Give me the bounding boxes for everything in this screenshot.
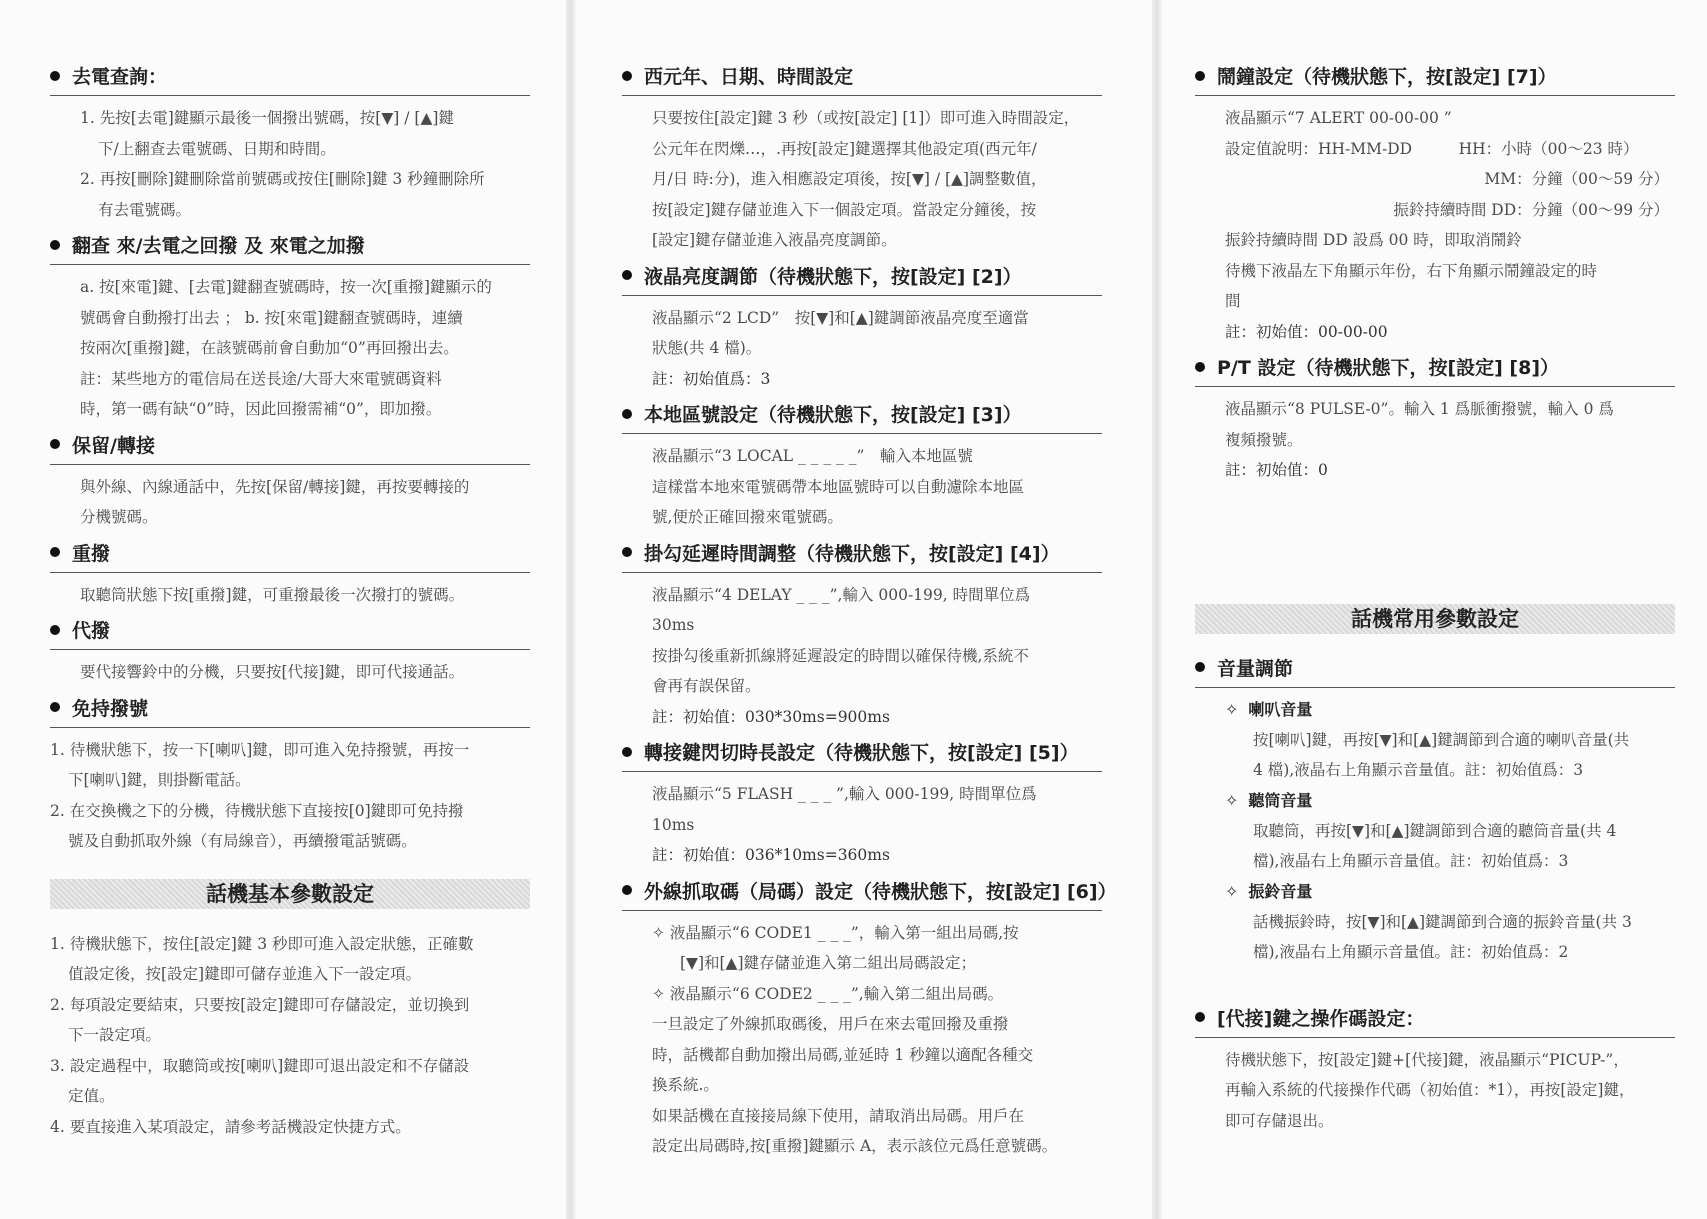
text-line: 月/日 時:分)，進入相應設定項後，按[▼] / [▲]調整數值， [652, 170, 1047, 188]
text-line: 按掛勾後重新抓線將延遲設定的時間以確保待機,系統不 [652, 646, 1029, 665]
note-line: 註：初始值：036*10ms=360ms [652, 846, 890, 864]
diamond-icon: ✧ [1225, 790, 1239, 810]
text-line: 液晶顯示“2 LCD” 按[▼]和[▲]鍵調節液晶亮度至適當 [652, 308, 1029, 327]
section-heading: 免持撥號 [50, 694, 530, 728]
text-line: 下[喇叭]鍵，則掛斷電話。 [68, 771, 251, 789]
text-line: 液晶顯示“3 LOCAL _ _ _ _ _” 輸入本地區號 [652, 447, 973, 465]
section-heading: 保留/轉接 [50, 431, 530, 465]
section-alarm [1195, 62, 1675, 347]
bullet-icon [622, 885, 632, 895]
text-line: 時，第一碼有缺“0”時，因此回撥需補“0”，即加撥。 [80, 400, 442, 418]
column-right [1195, 62, 1675, 1142]
section-callback [50, 231, 530, 425]
text-line: 號,便於正確回撥來電號碼。 [652, 508, 843, 526]
section-body [622, 779, 1102, 871]
text-line: 4. 要直接進入某項設定，請參考話機設定快捷方式。 [50, 1117, 411, 1136]
text-line: 下/上翻查去電號碼、日期和時間。 [98, 139, 336, 158]
section-heading: 外線抓取碼（局碼）設定（待機狀態下，按[設定] [6]） [622, 877, 1102, 911]
subsection-handset-volume: ✧ 聽筒音量 [1225, 790, 1313, 810]
text-line: 30ms [652, 616, 695, 634]
section-outside-line-code [622, 877, 1117, 1162]
text-line: 2. 每項設定要結束，只要按[設定]鍵即可存儲設定，並切換到 [50, 995, 470, 1014]
text-line: 2. 在交換機之下的分機，待機狀態下直接按[0]鍵即可免持撥 [50, 801, 464, 820]
fold-line [566, 0, 576, 1219]
text-line: 只要按住[設定]鍵 3 秒（或按[設定] [1]）即可進入時間設定， [652, 109, 1080, 127]
text-line: 2. 再按[刪除]鍵刪除當前號碼或按住[刪除]鍵 3 秒鐘刪除所 [80, 170, 485, 188]
section-handsfree [50, 694, 530, 857]
bullet-icon [1195, 362, 1205, 372]
column-middle [622, 62, 1117, 1168]
text-line: 號及自動抓取外線（有局線音），再續撥電話號碼。 [68, 832, 417, 850]
text-line: a. 按[來電]鍵、[去電]鍵翻查號碼時，按一次[重撥]鍵顯示的 [80, 278, 492, 296]
section-body [50, 103, 530, 225]
text-line: 3. 設定過程中，取聽筒或按[喇叭]鍵即可退出設定和不存儲設 [50, 1056, 470, 1075]
text-line: 如果話機在直接接局線下使用，請取消出局碼。用戶在 [652, 1106, 1025, 1125]
text-line: 有去電號碼。 [98, 200, 192, 219]
text-line: 液晶顯示“4 DELAY _ _ _”,輸入 000-199, 時間單位爲 [652, 585, 1031, 604]
section-body [50, 580, 530, 611]
diamond-icon: ✧ [1225, 881, 1239, 901]
note-line: 註：初始值爲：3 [652, 369, 771, 388]
bullet-icon [50, 547, 60, 557]
text-line: 按[設定]鍵存儲並進入下一個設定項。當設定分鐘後，按 [652, 200, 1037, 219]
bullet-icon [622, 547, 632, 557]
text-line: 待機狀態下，按[設定]鍵+[代接]鍵，液晶顯示“PICUP-”， [1225, 1050, 1629, 1069]
section-body [1195, 816, 1675, 877]
text-line: 要代接響鈴中的分機，只要按[代接]鍵，即可代接通話。 [80, 663, 465, 681]
text-line: 號碼會自動撥打出去 ； b. 按[來電]鍵翻查號碼時，連續 [80, 308, 463, 327]
bullet-icon [622, 747, 632, 757]
section-pickup-code [1195, 1004, 1675, 1137]
text-line: 振鈴持續時間 DD 設爲 00 時，即取消鬧鈴 [1225, 231, 1522, 249]
text-line: 註：某些地方的電信局在送長途/大哥大來電號碼資料 [80, 369, 442, 388]
text-line: 再輸入系統的代接操作代碼（初始值：*1），再按[設定]鍵， [1225, 1081, 1635, 1099]
text-line: 狀態(共 4 檔)。 [652, 339, 762, 357]
section-body [1195, 394, 1675, 486]
section-body [50, 657, 530, 688]
text-line: 液晶顯示“8 PULSE-0”。輸入 1 爲脈衝撥號，輸入 0 爲 [1225, 400, 1614, 418]
text-line: 即可存儲退出。 [1225, 1111, 1334, 1130]
section-heading: 本地區號設定（待機狀態下，按[設定] [3]） [622, 400, 1102, 434]
section-heading: 翻查 來/去電之回撥 及 來電之加撥 [50, 231, 530, 265]
section-body [622, 303, 1102, 395]
section-body [1195, 725, 1675, 786]
text-line: MM：分鐘（00～59 分） [1484, 170, 1669, 188]
section-heading: 重撥 [50, 539, 530, 573]
section-redial [50, 539, 530, 611]
text-line: 會再有誤保留。 [652, 677, 761, 695]
section-volume [1195, 654, 1675, 968]
text-line: 10ms [652, 815, 695, 834]
text-line: 值設定後，按[設定]鍵即可儲存並進入下一設定項。 [68, 965, 422, 983]
section-heading: 西元年、日期、時間設定 [622, 62, 1102, 96]
section-lcd-brightness [622, 262, 1102, 395]
text-line: 一旦設定了外線抓取碼後，用戶在來去電回撥及重撥 [652, 1015, 1009, 1033]
bullet-icon [1195, 662, 1205, 672]
bullet-icon [1195, 1012, 1205, 1022]
text-line: 這樣當本地來電號碼帶本地區號時可以自動濾除本地區 [652, 477, 1025, 496]
text-line: 檔),液晶右上角顯示音量值。註：初始值爲：3 [1253, 852, 1569, 870]
text-line: 間 [1225, 292, 1241, 310]
section-body [50, 472, 530, 533]
column-left [50, 62, 530, 1142]
section-heading: 掛勾延遲時間調整（待機狀態下，按[設定] [4]） [622, 539, 1102, 573]
text-line: [▼]和[▲]鍵存儲並進入第二組出局碼設定； [680, 954, 977, 972]
text-line: 換系統.。 [652, 1076, 719, 1094]
section-body [622, 580, 1102, 733]
bullet-icon [622, 409, 632, 419]
text-line: 取聽筒，再按[▼]和[▲]鍵調節到合適的聽筒音量(共 4 [1253, 821, 1617, 840]
section-outgoing-query [50, 62, 530, 225]
text-line: 公元年在閃爍…，.再按[設定]鍵選擇其他設定項(西元年/ [652, 139, 1037, 158]
note-line: 註：初始值：0 [1225, 461, 1328, 479]
text-line: ✧ 液晶顯示“6 CODE2 _ _ _”,輸入第二組出局碼。 [652, 984, 1004, 1003]
section-pulse-tone [1195, 353, 1675, 486]
bullet-icon [50, 71, 60, 81]
text-line: ✧ 液晶顯示“6 CODE1 _ _ _”，輸入第一組出局碼,按 [652, 923, 1019, 942]
bullet-icon [50, 702, 60, 712]
text-line: 時，話機都自動加撥出局碼,並延時 1 秒鐘以適配各種交 [652, 1045, 1034, 1064]
text-line: 4 檔),液晶右上角顯示音量值。註：初始值爲：3 [1253, 761, 1584, 779]
section-date-time [622, 62, 1102, 256]
text-line: 1. 待機狀態下，按住[設定]鍵 3 秒即可進入設定狀態，正確數 [50, 934, 474, 953]
spacer [1195, 492, 1675, 582]
section-body [50, 272, 530, 425]
bullet-icon [50, 439, 60, 449]
section-body [50, 735, 530, 857]
section-body [1195, 907, 1675, 968]
section-hook-delay [622, 539, 1102, 733]
diamond-icon: ✧ [1225, 699, 1239, 719]
spacer [1195, 974, 1675, 1004]
basic-settings-body [50, 929, 530, 1143]
section-heading: 音量調節 [1195, 654, 1675, 688]
section-heading: [代接]鍵之操作碼設定： [1195, 1004, 1675, 1038]
subsection-speaker-volume: ✧ 喇叭音量 [1225, 699, 1313, 719]
section-body [622, 441, 1102, 533]
section-body [622, 918, 1102, 1162]
bullet-icon [50, 240, 60, 250]
text-line: 與外線、內線通話中，先按[保留/轉接]鍵，再按要轉接的 [80, 477, 470, 496]
section-heading: P/T 設定（待機狀態下，按[設定] [8]） [1195, 353, 1675, 387]
note-line: 註：初始值：030*30ms=900ms [652, 707, 890, 726]
section-local-area-code [622, 400, 1102, 533]
section-pickup [50, 616, 530, 688]
note-line: 註：初始值：00-00-00 [1225, 322, 1388, 341]
text-line: 1. 待機狀態下，按一下[喇叭]鍵，即可進入免持撥號，再按一 [50, 740, 470, 759]
text-line: 檔),液晶右上角顯示音量值。註：初始值爲：2 [1253, 943, 1569, 961]
text-line: 取聽筒狀態下按[重撥]鍵，可重撥最後一次撥打的號碼。 [80, 585, 465, 604]
text-line: 下一設定項。 [68, 1026, 162, 1044]
section-heading: 液晶亮度調節（待機狀態下，按[設定] [2]） [622, 262, 1102, 296]
text-line: 按兩次[重撥]鍵，在該號碼前會自動加“0”再回撥出去。 [80, 339, 459, 357]
bullet-icon [50, 625, 60, 635]
text-line: 話機振鈴時，按[▼]和[▲]鍵調節到合適的振鈴音量(共 3 [1253, 912, 1632, 931]
section-heading: 去電查詢： [50, 62, 530, 96]
bullet-icon [1195, 71, 1205, 81]
section-heading: 轉接鍵閃切時長設定（待機狀態下，按[設定] [5]） [622, 738, 1102, 772]
section-flash-duration [622, 738, 1102, 871]
text-line: 液晶顯示“5 FLASH _ _ _ ”,輸入 000-199, 時間單位爲 [652, 785, 1037, 803]
text-line: 液晶顯示“7 ALERT 00-00-00 ” [1225, 109, 1452, 127]
section-heading: 鬧鐘設定（待機狀態下，按[設定] [7]） [1195, 62, 1675, 96]
bullet-icon [622, 71, 632, 81]
section-body [1195, 103, 1675, 347]
section-body [622, 103, 1102, 256]
text-line: 待機下液晶左下角顯示年份，右下角顯示鬧鐘設定的時 [1225, 261, 1598, 280]
text-line: 振鈴持續時間 DD：分鐘（00～99 分） [1393, 200, 1669, 219]
section-hold-transfer [50, 431, 530, 533]
text-line: 1. 先按[去電]鍵顯示最後一個撥出號碼，按[▼] / [▲]鍵 [80, 109, 454, 127]
text-line: 分機號碼。 [80, 508, 158, 526]
section-heading: 代撥 [50, 616, 530, 650]
text-line: 設定值說明：HH-MM-DD HH：小時（00～23 時） [1225, 139, 1639, 158]
text-line: 定值。 [68, 1087, 115, 1105]
section-body [1195, 1045, 1675, 1137]
text-line: 按[喇叭]鍵，再按[▼]和[▲]鍵調節到合適的喇叭音量(共 [1253, 730, 1630, 749]
text-line: [設定]鍵存儲並進入液晶亮度調節。 [652, 231, 897, 249]
text-line: 複頻撥號。 [1225, 430, 1303, 449]
bullet-icon [622, 270, 632, 280]
text-line: 設定出局碼時,按[重撥]鍵顯示 A，表示該位元爲任意號碼。 [652, 1137, 1058, 1155]
subsection-ringer-volume: ✧ 振鈴音量 [1225, 881, 1313, 901]
section-band-basic-settings: 話機基本參數設定 [50, 879, 530, 909]
fold-line [1152, 0, 1162, 1219]
section-band-common-settings: 話機常用參數設定 [1195, 604, 1675, 634]
